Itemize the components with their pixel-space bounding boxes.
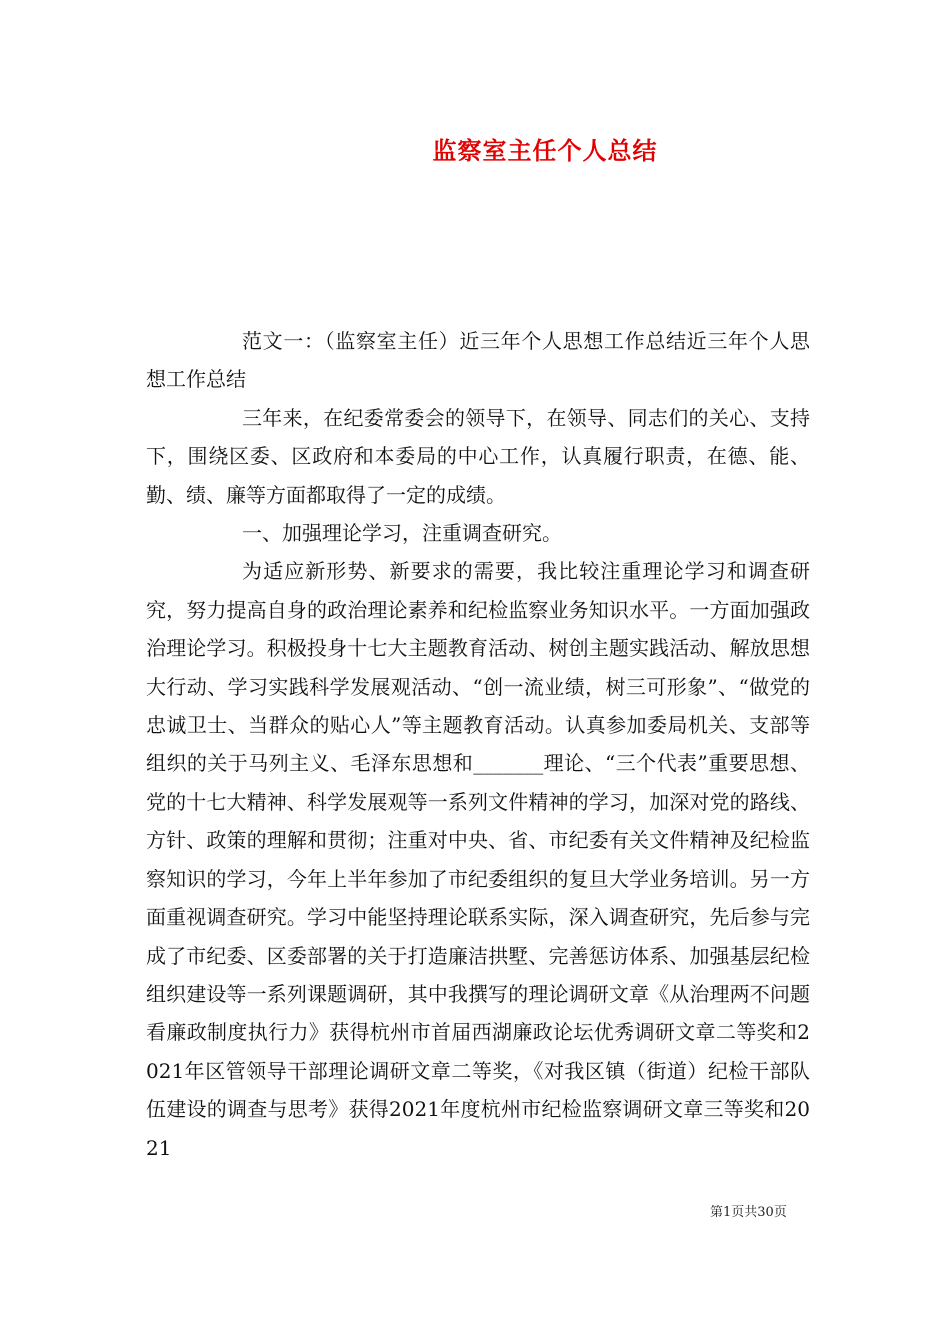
document-title: 监察室主任个人总结 — [432, 136, 658, 165]
page-number-footer: 第1页共30页 — [710, 1205, 787, 1220]
paragraph-intro: 范文一：（监察室主任）近三年个人思想工作总结近三年个人思想工作总结 — [146, 329, 810, 392]
paragraph-summary: 三年来，在纪委常委会的领导下，在领导、同志们的关心、支持下，围绕区委、区政府和本委局的中心工作，认真履行职责，在德、能、勤、绩、廉等方面都取得了一定的成绩。 — [146, 405, 810, 507]
section-heading: 一、加强理论学习，注重调查研究。 — [242, 521, 562, 546]
document-body — [146, 322, 810, 1167]
paragraph-study: 为适应新形势、新要求的需要，我比较注重理论学习和调查研究，努力提高自身的政治理论素养和纪检监察业务知识水平。一方面加强政治理论学习。积极投身十七大主题教育活动、树创主题实践活动、解放思想大行动、学习实践科学发展观活动、“创一流业绩，树三可形象”、“做党的忠诚卫士、当群众的贴心人”等主题教育活动。认真参加委局机关、支部等组织的关于马列主义、毛泽东思想和_______理论、“三个代表”重要思想、党的十七大精神、科学发展观等一系列文件精神的学习，加深对党的路线、方针、政策的理解和贯彻；注重对中央、省、市纪委有关文件精神及纪检监察知识的学习，今年上半年参加了市纪委组织的复旦大学业务培训。另一方面重视调查研究。学习中能坚持理论联系实际，深入调查研究，先后参与完成了市纪委、区委部署的关于打造廉洁拱墅、完善惩访体系、加强基层纪检组织建设等一系列课题调研，其中我撰写的理论调研文章《从治理两不问题看廉政制度执行力》获得杭州市首届西湖廉政论坛优秀调研文章二等奖和2021年区管领导干部理论调研文章二等奖，《对我区镇（街道）纪检干部队伍建设的调查与思考》获得2021年度杭州市纪检监察调研文章三等奖和2021 — [146, 559, 810, 1160]
